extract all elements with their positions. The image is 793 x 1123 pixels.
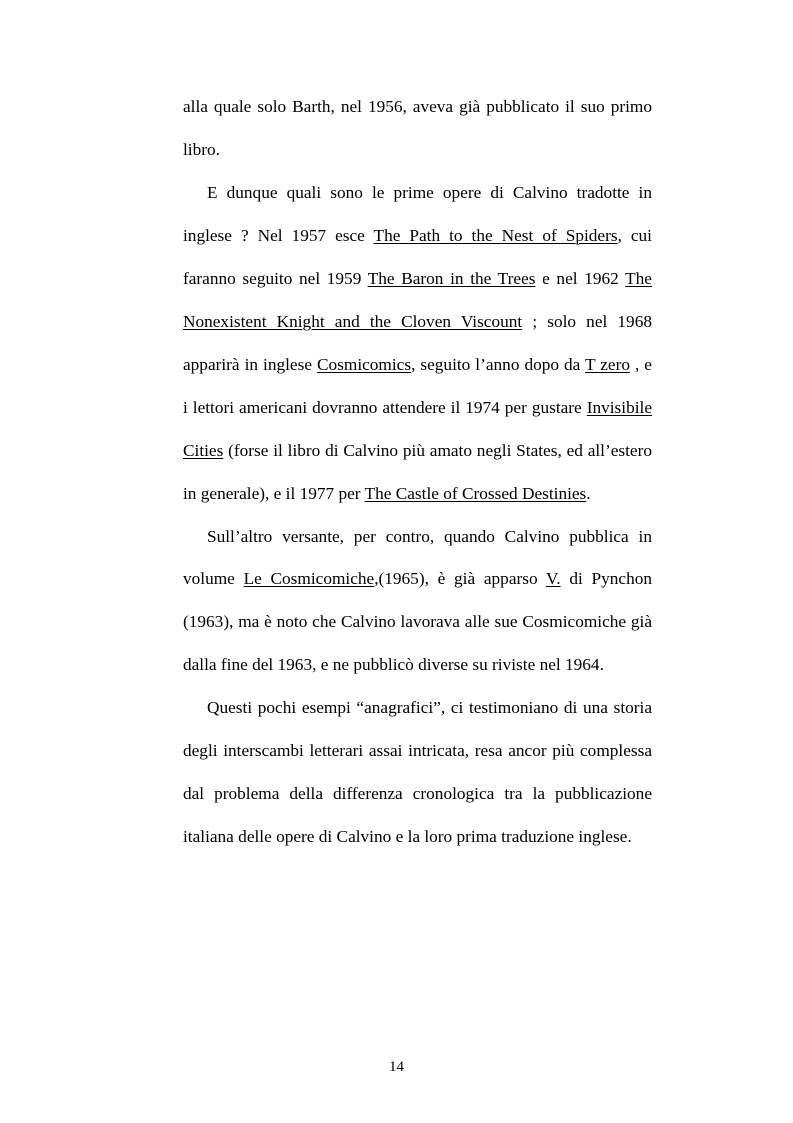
book-title-baron-in-the-trees: The Baron in the Trees xyxy=(367,268,536,288)
paragraph-2-text-5: , seguito l’anno dopo da xyxy=(411,354,586,374)
page-number: 14 xyxy=(389,1059,404,1075)
book-title-nonexistent-knight: The Nonexistent Knight and the Cloven Viscount xyxy=(183,268,652,331)
book-title-cosmicomics: Cosmicomics xyxy=(316,354,412,374)
paragraph-2-text-2: , cui faranno seguito nel 1959 xyxy=(183,225,652,288)
book-title-t-zero: T zero xyxy=(585,354,630,374)
book-title-v: V. xyxy=(546,569,561,589)
paragraph-4 xyxy=(183,687,652,859)
paragraph-3-text-1: Sull’altro versante, per contro, quando Calvino pubblica in volume xyxy=(183,526,652,589)
paragraph-4-text: Questi pochi esempi “anagrafici”, ci testimoniano di una storia degli interscambi letterari assai intricata, resa ancor più complessa dal problema della differenza cronologica tra la pubblicazione italiana delle opere di Calvino e la loro prima traduzione inglese. xyxy=(183,698,652,847)
paragraph-2 xyxy=(183,172,652,516)
book-title-invisibile-cities: Invisibile Cities xyxy=(183,397,652,460)
book-title-le-cosmicomiche: Le Cosmicomiche xyxy=(243,569,375,589)
paragraph-2-text-7: (forse il libro di Calvino più amato negli States, ed all’estero in generale), e il 1977 per xyxy=(183,440,652,503)
paragraph-3 xyxy=(183,516,652,688)
paragraph-2-text-1: E dunque quali sono le prime opere di Calvino tradotte in inglese ? Nel 1957 esce xyxy=(183,182,652,245)
book-title-path-to-the-nest-of-spiders: The Path to the Nest of Spiders xyxy=(373,225,618,245)
paragraph-2-text-3: e nel 1962 xyxy=(535,268,626,288)
paragraph-2-text-4: ; solo nel 1968 apparirà in inglese xyxy=(183,311,652,374)
paragraph-2-text-6: , e i lettori americani dovranno attendere il 1974 per gustare xyxy=(183,354,652,417)
paragraph-1-text: alla quale solo Barth, nel 1956, aveva già pubblicato il suo primo libro. xyxy=(183,97,652,159)
body-text xyxy=(183,86,652,859)
paragraph-2-text-8: . xyxy=(586,483,591,503)
paragraph-3-text-3: di Pynchon (1963), ma è noto che Calvino lavorava alle sue Cosmicomiche già dalla fine del 1963, e ne pubblicò diverse su riviste nel 1964. xyxy=(183,569,652,675)
paragraph-1 xyxy=(183,86,652,172)
book-title-castle-of-crossed-destinies: The Castle of Crossed Destinies xyxy=(364,483,587,503)
paragraph-3-text-2: ,(1965), è già apparso xyxy=(374,569,547,589)
